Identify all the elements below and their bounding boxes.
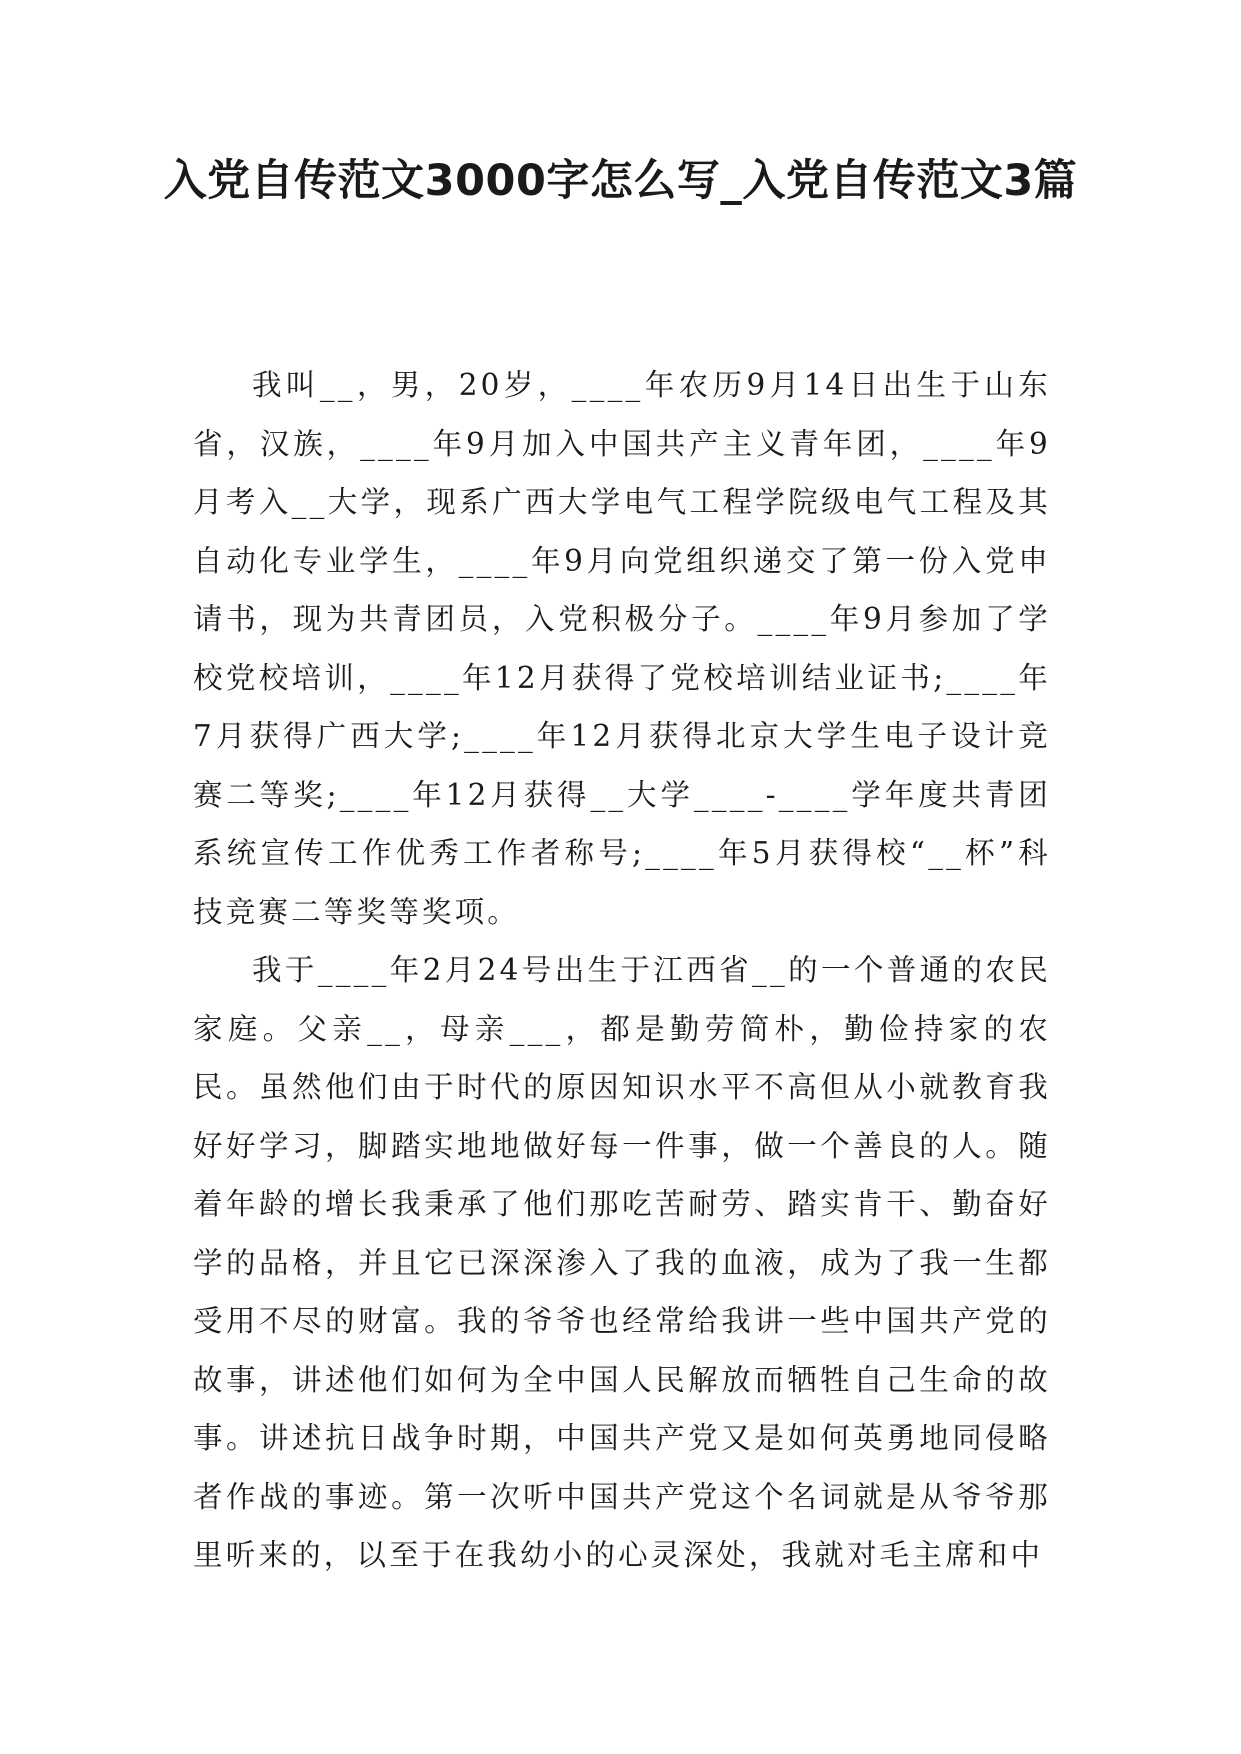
paragraph-1: 我叫__，男，20岁，____年农历9月14日出生于山东省，汉族，____年9月加入中国共产主义青年团，____年9月考入__大学，现系广西大学电气工程学院级电气工程及其自动化专业学生，____年9月向党组织递交了第一份入党申请书，现为共青团员，入党积极分子。____年9月参加了学校党校培训，____年12月获得了党校培训结业证书;____年7月获得广西大学;____年12月获得北京大学生电子设计竞赛二等奖;____年12月获得__大学____-____学年度共青团系统宣传工作优秀工作者称号;____年5月获得校“__杯”科技竞赛二等奖等奖项。 [193, 368, 1051, 929]
paragraph-2: 我于____年2月24号出生于江西省__的一个普通的农民家庭。父亲__，母亲___，都是勤劳简朴，勤俭持家的农民。虽然他们由于时代的原因知识水平不高但从小就教育我好好学习，脚踏实地地做好每一件事，做一个善良的人。随着年龄的增长我秉承了他们那吃苦耐劳、踏实肯干、勤奋好学的品格，并且它已深深渗入了我的血液，成为了我一生都受用不尽的财富。我的爷爷也经常给我讲一些中国共产党的故事，讲述他们如何为全中国人民解放而牺牲自己生命的故事。讲述抗日战争时期，中国共产党又是如何英勇地同侵略者作战的事迹。第一次听中国共产党这个名词就是从爷爷那里听来的，以至于在我幼小的心灵深处，我就对毛主席和中 [193, 953, 1051, 1572]
document-body [193, 356, 1051, 1585]
document-title: 入党自传范文3000字怎么写_入党自传范文3篇 [163, 156, 1078, 206]
